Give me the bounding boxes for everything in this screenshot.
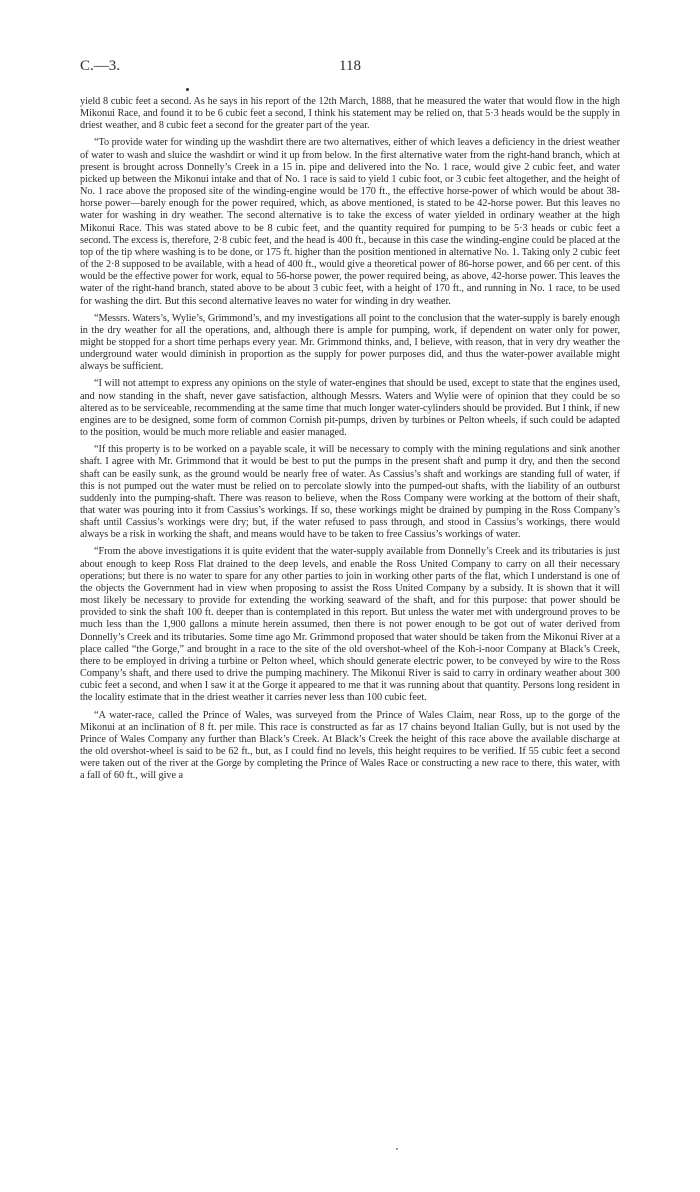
paragraph: “To provide water for winding up the washdirt there are two alternatives, either of which leaves a deficiency in the driest weather of water to wash and sluice the washdirt or wind it up from below. In the first alternative water from the right-hand branch, which at present is brought across Donnelly’s Creek in a 15 in. pipe and delivered into the No. 1 race, would give 2 cubic feet, and water picked up between the Mikonui intake and that of No. 1 race is said to yield 1 cubic foot, or 3 cubic feet altogether, and the height of No. 1 race above the proposed site of the winding-engine would be 170 ft., the effective horse-power of which would be about 38-horse power—barely enough for the power required, which, as above mentioned, is stated to be 42-horse power. But this leaves no water for washing in dry weather. The second alternative is to take the excess of water yielded in ordinary weather at the high Mikonui Race. This was stated above to be 8 cubic feet, and the quantity required for pumping to be 5·3 heads or cubic feet a second. The excess is, therefore, 2·8 cubic feet, and the head is 400 ft., because in this case the winding-engine could be placed at the top of the tip where washing is to be done, or 175 ft. higher than the position mentioned in alternative No. 1. Taking only 2 cubic feet of the 2·8 supposed to be available, with a head of 400 ft., would give a theoretical power of 86-horse power, and 66 per cent. of this would be the effective power for work, equal to 56-horse power, the power required being, as above, 42-horse power. This leaves the water of the right-hand branch, stated above to be about 3 cubic feet, with a height of 170 ft., and running in No. 1 race, to be used for washing the dirt. But this second alternative leaves no water for winding in dry weather. — [80, 137, 621, 307]
printer-mark — [186, 88, 189, 91]
paragraph: yield 8 cubic feet a second. As he says in his report of the 12th March, 1888, that he measured the water that would flow in the high Mikonui Race, and found it to be 6 cubic feet a second, I think his statement may be relied on, that 5·3 heads would be the supply in driest weather, and 8 cubic feet a second for the greater part of the year. — [80, 96, 620, 132]
document-reference: C.—3. — [80, 58, 121, 74]
footer-mark — [396, 1148, 398, 1150]
page-header — [80, 58, 620, 78]
page-number: 118 — [339, 58, 361, 74]
paragraph: “From the above investigations it is quite evident that the water-supply available from Donnelly’s Creek and its tributaries is just about enough to keep Ross Flat drained to the deep levels, and enable the Ross United Company to carry on all their necessary operations; but there is no water to spare for any other parties to join in working other parts of the flat, which I understand is one of the objects the Government had in view when proposing to assist the Ross United Company by a subsidy. It is shown that it will most likely be necessary to provide for extending the working seaward of the shaft, and for this purpose: that power should be provided to sink the shaft 100 ft. deeper than is contemplated in this report. But unless the water met with underground proves to be much less than the 1,900 gallons a minute herein assumed, then there is not power enough to be got out of water derived from Donnelly’s Creek and its tributaries. Some time ago Mr. Grimmond proposed that water should be taken from the Mikonui River at a place called “the Gorge,” and brought in a race to the site of the old overshot-wheel of the Koh-i-noor Company at Black’s Creek, there to be employed in driving a turbine or Pelton wheel, which should generate electric power, to be conveyed by wire to the Ross Company’s shaft, and there used to drive the pumping machinery. The Mikonui River is said to carry in ordinary weather about 300 cubic feet a second, and when I saw it at the Gorge it appeared to me that it was running about that quantity. Persons long resident in the locality estimate that in the driest weather it carries never less than 100 cubic feet. — [80, 546, 620, 704]
body-text — [80, 96, 620, 787]
paragraph: “If this property is to be worked on a payable scale, it will be necessary to comply with the mining regulations and sink another shaft. I agree with Mr. Grimmond that it would be best to put the pumps in the present shaft and pump it dry, and then the second shaft can be easily sunk, as the ground would be nearly free of water. As Cassius’s shaft and workings are standing full of water, if this is not pumped out the water must be relied on to percolate slowly into the pumped-out shafts, with the liability of an outburst suddenly into the pumping-shaft. There was reason to believe, when the Ross Company were working at the bottom of their shaft, that water was pouring into it from Cassius’s workings. If so, these workings might be drained by pumping in the Ross Company’s shaft until Cassius’s workings were dry; but, if the water refused to pass through, and stood in Cassius’s workings, there would always be a risk in working the shaft, and means would have to be taken to free Cassius’s workings of water. — [80, 444, 620, 541]
paragraph: “A water-race, called the Prince of Wales, was surveyed from the Prince of Wales Claim, near Ross, up to the gorge of the Mikonui at an inclination of 8 ft. per mile. This race is constructed as far as 17 chains beyond Italian Gully, but is not used by the Prince of Wales Company any further than Black’s Creek. At Black’s Creek the height of this race above the available discharge at the old overshot-wheel is said to be 62 ft., but, as I could find no levels, this height requires to be verified. If 55 cubic feet a second were taken out of the river at the Gorge by completing the Prince of Wales Race or constructing a new race to there, this water, with a fall of 60 ft., will give a — [80, 709, 620, 782]
paragraph: “I will not attempt to express any opinions on the style of water-engines that should be used, except to state that the engines used, and now standing in the shaft, never gave satisfaction, although Messrs. Waters and Wylie were of opinion that they could be so altered as to be serviceable, recommending at the same time that much longer water-cylinders should be provided. But I think, if new engines are to be designed, some form of common Cornish pit-pumps, driven by turbines or Pelton wheels, if such could be adapted to the position, would be much more reliable and easier managed. — [80, 378, 620, 439]
paragraph: “Messrs. Waters’s, Wylie’s, Grimmond’s, and my investigations all point to the conclusion that the water-supply is barely enough in the dry weather for all the operations, and, although there is ample for pumping, work, if dependent on water only for power, might be stopped for a short time perhaps every year. Mr. Grimmond thinks, and, I believe, with reason, that in very dry weather the underground water would diminish in proportion as the supply for power purposes did, and thus the water-power available might always be sufficient. — [80, 312, 620, 373]
